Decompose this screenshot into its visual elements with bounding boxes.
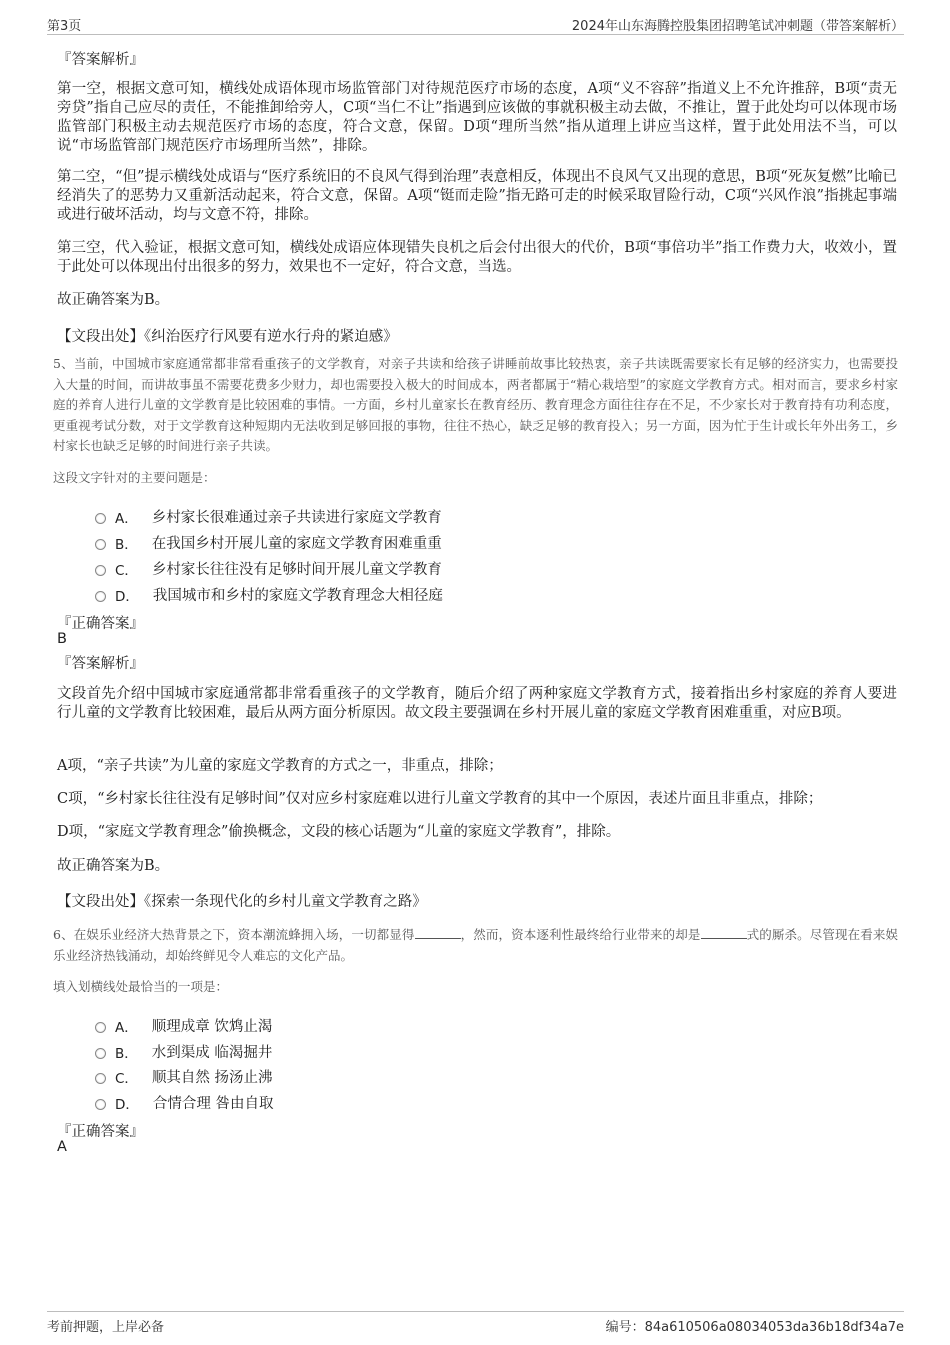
- option-text: 顺理成章 饮鸩止渴: [151, 1019, 273, 1035]
- q6-option-a[interactable]: [95, 1015, 272, 1036]
- question-6-prompt: 填入划横线处最恰当的一项是：: [53, 979, 229, 994]
- option-text: 我国城市和乡村的家庭文学教育理念大相径庭: [152, 588, 443, 604]
- q5-option-d[interactable]: [95, 584, 443, 605]
- blank-line-2: [701, 926, 747, 939]
- q5-analysis-4: D项，“家庭文学教育理念”偷换概念，文段的核心话题为“儿童的家庭文学教育”，排除。: [57, 824, 621, 840]
- analysis-paragraph-2: 第二空，“但”提示横线处成语与“医疗系统旧的不良风气得到治理”表意相反，体现出不良风气又出现的意思，B项“死灰复燃”比喻已经消失了的恶势力又重新活动起来，符合文意，保留。A项“铤而走险”指无路可走的时候采取冒险行动，C项“兴风作浪”指挑起事端或进行破坏活动，均与文意不符，排除。: [57, 169, 897, 223]
- stem-part-1: 6、在娱乐业经济大热背景之下，资本潮流蜂拥入场，一切都显得: [53, 927, 415, 942]
- source-citation: 【文段出处】《纠治医疗行风要有逆水行舟的紧迫感》: [57, 329, 398, 345]
- radio-icon[interactable]: [95, 1099, 106, 1110]
- stem-part-2: ，然而，资本逐利性最终给行业带来的却是: [460, 927, 701, 942]
- blank-line-1: [415, 926, 461, 939]
- radio-icon[interactable]: [95, 513, 106, 524]
- q6-option-d[interactable]: [95, 1092, 274, 1113]
- q5-option-a[interactable]: [95, 506, 442, 527]
- page-number: 第3页: [47, 19, 82, 34]
- radio-icon[interactable]: [95, 539, 106, 550]
- correct-answer-value: A: [57, 1139, 67, 1155]
- analysis-label: 『答案解析』: [57, 52, 144, 68]
- stem-part-3: 式的厮杀。尽管现在看来娱乐业经济热钱涌动，却始终鲜见令人难忘的文化产品。: [53, 927, 898, 963]
- question-5-stem: 5、当前，中国城市家庭通常都非常看重孩子的文学教育，对亲子共读和给孩子讲睡前故事比较热衷，亲子共读既需要家长有足够的经济实力，也需要投入大量的时间，而讲故事虽不需要花费多少财力，却也需要投入极大的时间成本，两者都属于“精心栽培型”的家庭文学教育方式。相对而言，要求乡村家庭的养育人进行儿童的文学教育是比较困难的事情。一方面，乡村儿童家长在教育经历、教育理念方面往往存在不足，不少家长对于教育持有功利态度，更重视考试分数，对于文学教育这种短期内无法收到足够回报的事物，往往不热心，缺乏足够的教育投入；另一方面，因为忙于生计或长年外出务工，乡村家长也缺乏足够的时间进行亲子共读。: [53, 356, 898, 453]
- footer-slogan: 考前押题，上岸必备: [47, 1320, 165, 1335]
- document-title: 2024年山东海腾控股集团招聘笔试冲刺题（带答案解析）: [571, 19, 904, 34]
- q5-option-b[interactable]: [95, 532, 442, 553]
- radio-icon[interactable]: [95, 565, 106, 576]
- q5-analysis-2: A项，“亲子共读”为儿童的家庭文学教育的方式之一，非重点，排除；: [57, 758, 503, 774]
- document-code: 编号：84a610506a08034053da36b18df34a7e: [605, 1320, 904, 1335]
- option-text: 顺其自然 扬汤止沸: [151, 1070, 273, 1086]
- option-letter: A．: [115, 1019, 138, 1036]
- radio-icon[interactable]: [95, 1073, 106, 1084]
- q5-analysis-3: C项，“乡村家长往往没有足够时间”仅对应乡村家庭难以进行儿童文学教育的其中一个原因，表述片面且非重点，排除；: [57, 791, 823, 807]
- radio-icon[interactable]: [95, 591, 106, 602]
- option-text: 乡村家长往往没有足够时间开展儿童文学教育: [151, 562, 442, 578]
- option-letter: A．: [115, 510, 138, 527]
- option-letter: B．: [115, 536, 138, 553]
- radio-icon[interactable]: [95, 1048, 106, 1059]
- analysis-conclusion: 故正确答案为B。: [57, 292, 170, 308]
- analysis-paragraph-1: 第一空，根据文意可知，横线处成语体现市场监管部门对待规范医疗市场的态度，A项“义不容辞”指道义上不允许推辞，B项“责无旁贷”指自己应尽的责任，不能推卸给旁人，C项“当仁不让”指遇到应该做的事就积极主动去做，不推让，置于此处均可以体现市场监管部门积极主动去规范医疗市场的态度，符合文意，保留。D项“理所当然”指从道理上讲应当这样，置于此处用法不当，可以说“市场监管部门规范医疗市场理所当然”，排除。: [57, 81, 897, 154]
- correct-answer-value: B: [57, 631, 67, 647]
- q5-analysis-1: 文段首先介绍中国城市家庭通常都非常看重孩子的文学教育，随后介绍了两种家庭文学教育方式，接着指出乡村家庭的养育人要进行儿童的文学教育比较困难，最后从两方面分析原因。故文段主要强调在乡村开展儿童的家庭文学教育困难重重，对应B项。: [57, 686, 897, 721]
- radio-icon[interactable]: [95, 1022, 106, 1033]
- option-text: 在我国乡村开展儿童的家庭文学教育困难重重: [151, 536, 442, 552]
- question-6-stem: [53, 925, 898, 966]
- analysis-label: 『答案解析』: [57, 656, 144, 672]
- page-header: [47, 12, 904, 35]
- correct-answer-label: 『正确答案』: [57, 616, 144, 632]
- option-letter: B．: [115, 1045, 138, 1062]
- source-citation: 【文段出处】《探索一条现代化的乡村儿童文学教育之路》: [57, 894, 427, 910]
- option-letter: D．: [115, 588, 139, 605]
- q6-option-b[interactable]: [95, 1041, 272, 1062]
- option-letter: C．: [115, 1070, 138, 1087]
- question-5-prompt: 这段文字针对的主要问题是：: [53, 470, 216, 485]
- option-text: 合情合理 咎由自取: [152, 1096, 274, 1112]
- correct-answer-label: 『正确答案』: [57, 1124, 144, 1140]
- option-text: 乡村家长很难通过亲子共读进行家庭文学教育: [151, 510, 442, 526]
- q5-option-c[interactable]: [95, 558, 442, 579]
- q5-analysis-conclusion: 故正确答案为B。: [57, 858, 170, 874]
- option-letter: C．: [115, 562, 138, 579]
- option-letter: D．: [115, 1096, 139, 1113]
- page-footer: [47, 1311, 904, 1336]
- q6-option-c[interactable]: [95, 1066, 273, 1087]
- option-text: 水到渠成 临渴掘井: [151, 1045, 273, 1061]
- analysis-paragraph-3: 第三空，代入验证，根据文意可知，横线处成语应体现错失良机之后会付出很大的代价，B项“事倍功半”指工作费力大，收效小，置于此处可以体现出付出很多的努力，效果也不一定好，符合文意，当选。: [57, 240, 897, 275]
